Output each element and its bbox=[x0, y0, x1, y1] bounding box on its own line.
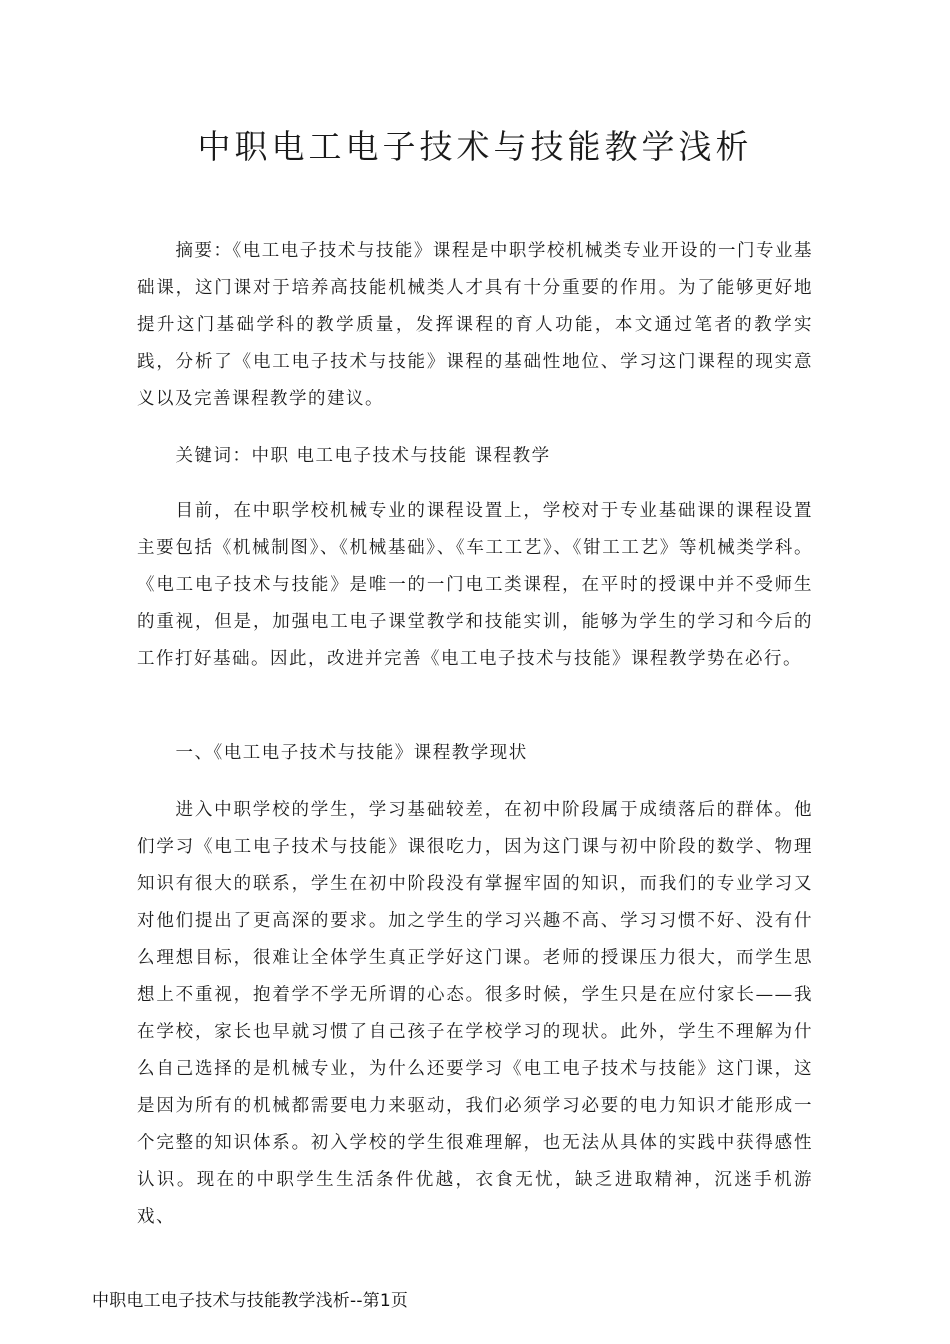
keywords-paragraph: 关键词：中职 电工电子技术与技能 课程教学 bbox=[175, 446, 551, 466]
intro-paragraph: 目前，在中职学校机械专业的课程设置上，学校对于专业基础课的课程设置主要包括《机械制图》、《机械基础》、《车工工艺》、《钳工工艺》等机械类学科。《电工电子技术与技能》是唯一的一门电工类课程，在平时的授课中并不受师生的重视，但是，加强电工电子课堂教学和技能实训，能够为学生的学习和今后的工作打好基础。因此，改进并完善《电工电子技术与技能》课程教学势在必行。 bbox=[137, 501, 813, 669]
abstract-paragraph: 摘要：《电工电子技术与技能》课程是中职学校机械类专业开设的一门专业基础课，这门课对于培养高技能机械类人才具有十分重要的作用。为了能够更好地提升这门基础学科的教学质量，发挥课程的育人功能，本文通过笔者的教学实践，分析了《电工电子技术与技能》课程的基础性地位、学习这门课程的现实意义以及完善课程教学的建议。 bbox=[137, 241, 813, 409]
document-title: 中职电工电子技术与技能教学浅析 bbox=[197, 127, 753, 166]
page-footer: 中职电工电子技术与技能教学浅析--第1页 bbox=[92, 1291, 409, 1311]
section-heading: 一、《电工电子技术与技能》课程教学现状 bbox=[175, 743, 528, 763]
section-paragraph: 进入中职学校的学生，学习基础较差，在初中阶段属于成绩落后的群体。他们学习《电工电子技术与技能》课很吃力，因为这门课与初中阶段的数学、物理知识有很大的联系，学生在初中阶段没有掌握牢固的知识，而我们的专业学习又对他们提出了更高深的要求。加之学生的学习兴趣不高、学习习惯不好、没有什么理想目标，很难让全体学生真正学好这门课。老师的授课压力很大，而学生思想上不重视，抱着学不学无所谓的心态。很多时候，学生只是在应付家长——我在学校，家长也早就习惯了自己孩子在学校学习的现状。此外，学生不理解为什么自己选择的是机械专业，为什么还要学习《电工电子技术与技能》这门课，这是因为所有的机械都需要电力来驱动，我们必须学习必要的电力知识才能形成一个完整的知识体系。初入学校的学生很难理解，也无法从具体的实践中获得感性认识。现在的中职学生生活条件优越，衣食无忧，缺乏进取精神，沉迷手机游戏、 bbox=[137, 800, 813, 1227]
